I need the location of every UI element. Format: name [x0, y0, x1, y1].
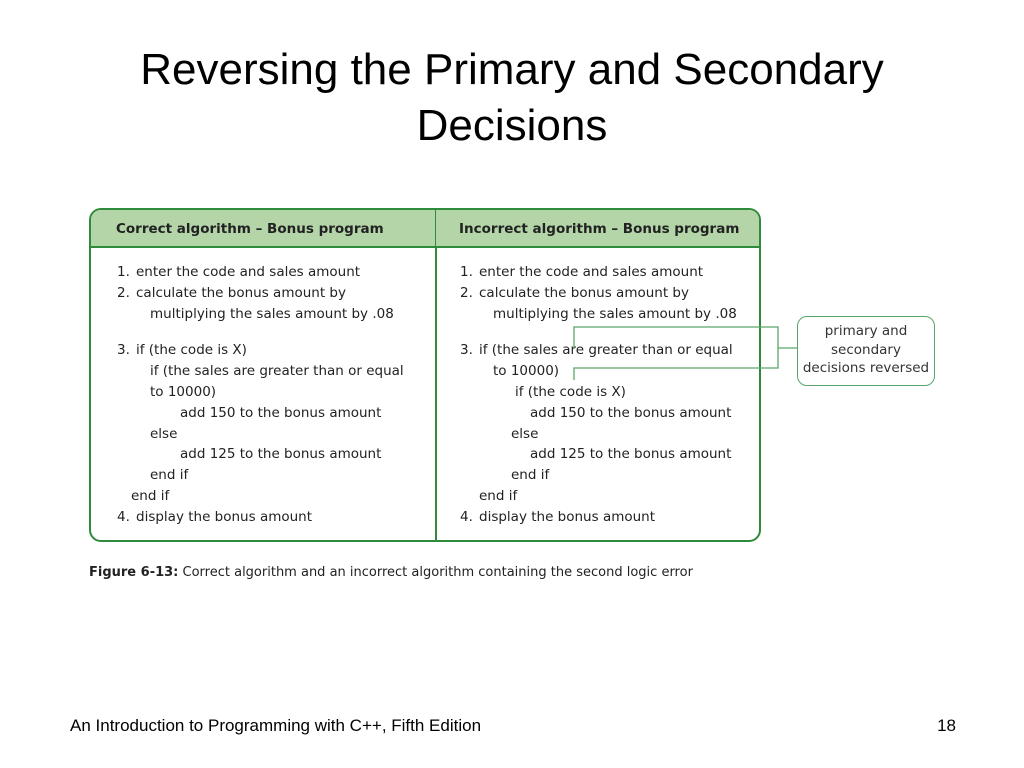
code-text: if (the sales are greater than or equal: [150, 363, 404, 380]
code-text: end if: [131, 487, 170, 504]
correct-algorithm-code: [91, 248, 436, 528]
code-line: [460, 340, 759, 361]
footer-book-title: An Introduction to Programming with C++, Fifth Edition: [70, 716, 482, 735]
code-line: [117, 304, 436, 325]
code-line: [117, 361, 436, 382]
figure-caption-text: Correct algorithm and an incorrect algorithm containing the second logic error: [178, 565, 693, 580]
code-text: if (the sales are greater than or equal: [479, 342, 733, 359]
code-line: [117, 283, 436, 304]
step-number: 1.: [117, 264, 130, 280]
slide-title: [40, 42, 984, 154]
code-text: else: [150, 425, 178, 442]
step-number: 3.: [460, 342, 473, 359]
code-text: calculate the bonus amount by: [479, 284, 689, 301]
code-text: add 125 to the bonus amount: [180, 446, 382, 463]
code-text: else: [511, 425, 539, 442]
step-number: 4.: [117, 508, 130, 525]
step-number: 4.: [460, 508, 473, 525]
incorrect-algorithm-code: [436, 248, 759, 528]
code-text: add 125 to the bonus amount: [530, 446, 732, 463]
code-text: enter the code and sales amount: [479, 264, 704, 280]
code-text: display the bonus amount: [479, 508, 656, 525]
code-text: multiplying the sales amount by .08: [150, 305, 394, 322]
callout-line-1: primary and: [824, 323, 908, 339]
code-line: [460, 444, 759, 465]
step-number: 2.: [117, 284, 130, 301]
code-line: [460, 262, 759, 283]
code-line: [460, 486, 759, 507]
code-line: [117, 424, 436, 445]
code-text: if (the code is X): [136, 342, 247, 359]
callout-line-2: secondary: [831, 341, 901, 358]
step-number: 1.: [460, 264, 473, 280]
incorrect-algorithm-header: Incorrect algorithm – Bonus program: [436, 210, 759, 248]
code-line: [460, 283, 759, 304]
slide-title-line-2: Decisions: [416, 101, 608, 150]
code-text: to 10000): [493, 363, 560, 380]
code-text: to 10000): [150, 383, 217, 400]
code-line: [117, 403, 436, 424]
figure-caption: [89, 565, 693, 580]
code-line: [117, 340, 436, 361]
code-line: [117, 486, 436, 507]
code-line: [117, 382, 436, 403]
code-text: end if: [511, 467, 550, 484]
code-text: add 150 to the bonus amount: [180, 404, 382, 421]
reversed-decisions-callout: [797, 316, 935, 386]
footer-page-number: 18: [937, 716, 956, 735]
step-number: 3.: [117, 342, 130, 359]
correct-algorithm-column: [91, 210, 436, 540]
code-text: enter the code and sales amount: [136, 264, 361, 280]
step-number: 2.: [460, 284, 473, 301]
code-line: [460, 465, 759, 486]
code-line: [460, 403, 759, 424]
code-line: [117, 465, 436, 486]
code-line: [117, 507, 436, 528]
callout-line-3: decisions reversed: [802, 360, 930, 376]
incorrect-algorithm-column: [436, 210, 759, 540]
code-line: [460, 304, 759, 325]
code-text: end if: [479, 487, 518, 504]
code-text: add 150 to the bonus amount: [530, 404, 732, 421]
code-line: [460, 382, 759, 403]
correct-algorithm-header: Correct algorithm – Bonus program: [91, 210, 436, 248]
code-text: display the bonus amount: [136, 508, 313, 525]
code-line: [460, 507, 759, 528]
code-text: if (the code is X): [515, 383, 626, 400]
code-text: multiplying the sales amount by .08: [493, 305, 737, 322]
code-text: end if: [150, 467, 189, 484]
code-text: calculate the bonus amount by: [136, 284, 346, 301]
code-line: [117, 262, 436, 283]
slide-title-line-1: Reversing the Primary and Secondary: [140, 45, 884, 94]
figure-label: Figure 6-13:: [89, 565, 179, 580]
code-line: [460, 424, 759, 445]
code-line: [460, 361, 759, 382]
code-line: [117, 444, 436, 465]
algorithm-comparison-table: [89, 208, 761, 542]
